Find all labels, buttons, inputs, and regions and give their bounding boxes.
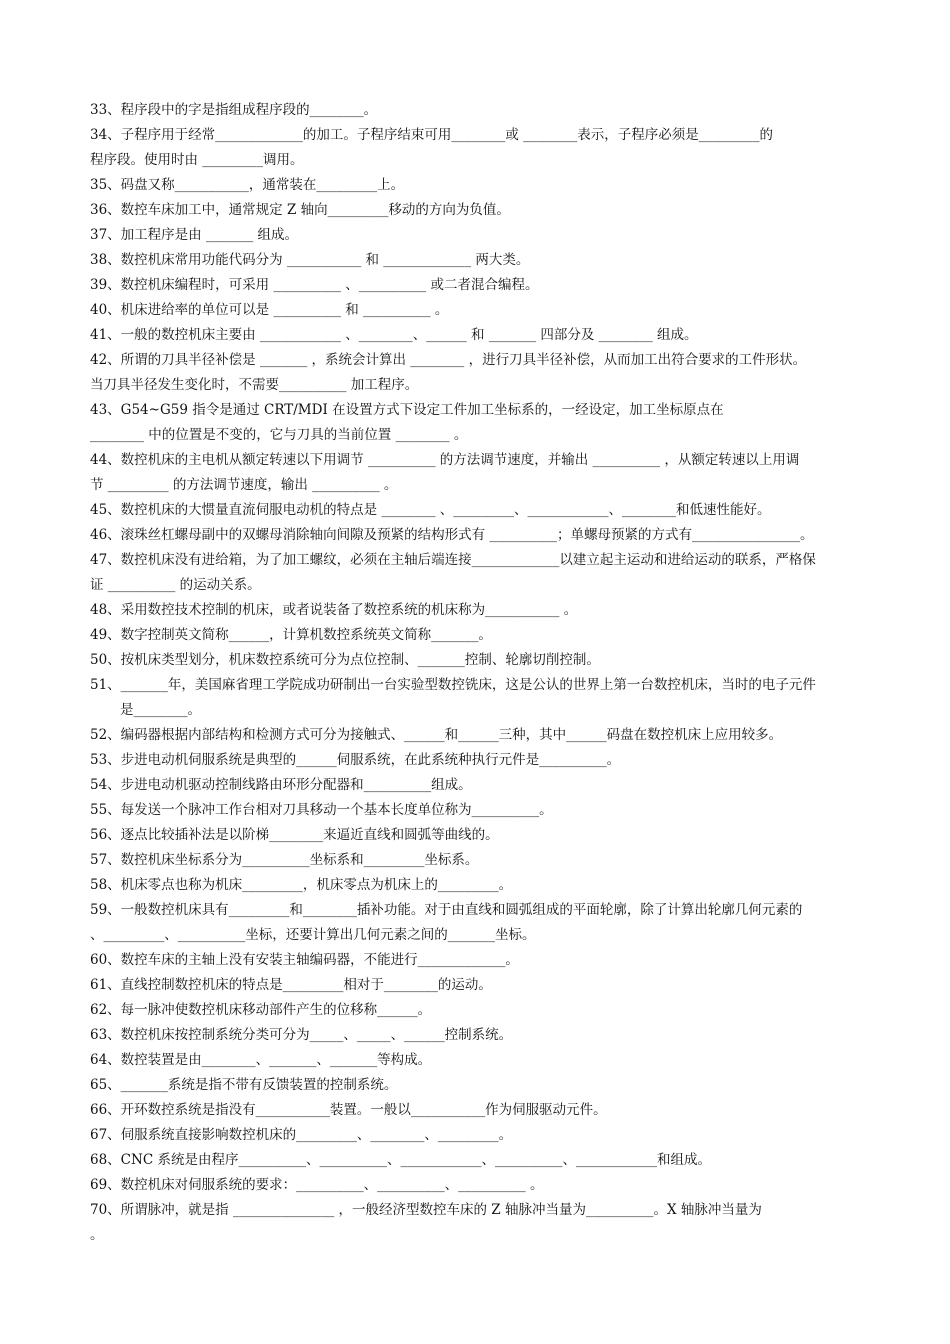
question-line: 52、编码器根据内部结构和检测方式可分为接触式、______和______三种，其中______码盘在数控机床上应用较多。 xyxy=(90,727,783,743)
question-line: 65、_______系统是指不带有反馈装置的控制系统。 xyxy=(90,1077,398,1093)
question-line: 62、每一脉冲使数控机床移动部件产生的位移称______。 xyxy=(90,1002,432,1018)
question-line: 程序段。使用时由 _________调用。 xyxy=(90,152,304,168)
question-line: 是________。 xyxy=(120,702,201,718)
question-line: 43、G54~G59 指令是通过 CRT/MDI 在设置方式下设定工件加工坐标系的，一经设定，加工坐标原点在 xyxy=(90,402,724,418)
question-line: 。 xyxy=(90,1227,104,1243)
question-line: 50、按机床类型划分，机床数控系统可分为点位控制、_______控制、轮廓切削控制。 xyxy=(90,652,600,668)
question-line: 35、码盘又称___________，通常装在_________上。 xyxy=(90,177,405,193)
question-line: 57、数控机床坐标系分为__________坐标系和_________坐标系。 xyxy=(90,852,479,868)
question-line: 42、所谓的刀具半径补偿是 _______ ，系统会计算出 ________ ，进行刀具半径补偿，从而加工出符合要求的工件形状。 xyxy=(90,352,807,368)
question-line: 39、数控机床编程时，可采用 __________ 、__________ 或二者混合编程。 xyxy=(90,277,539,293)
question-line: 38、数控机床常用功能代码分为 ___________ 和 _____________ 两大类。 xyxy=(90,252,530,268)
question-line: 64、数控装置是由________、_______、_______等构成。 xyxy=(90,1052,432,1068)
question-line: 46、滚珠丝杠螺母副中的双螺母消除轴向间隙及预紧的结构形式有 __________；单螺母预紧的方式有________________。 xyxy=(90,527,814,543)
question-line: 45、数控机床的大惯量直流伺服电动机的特点是 ________ 、_________、____________、________和低速性能好。 xyxy=(90,502,771,518)
question-line: 67、伺服系统直接影响数控机床的_________、________、_________。 xyxy=(90,1127,513,1143)
question-line: 40、机床进给率的单位可以是 __________ 和 __________ 。 xyxy=(90,302,449,318)
question-list xyxy=(90,98,865,1248)
question-line: 37、加工程序是由 _______ 组成。 xyxy=(90,227,299,243)
question-line: 58、机床零点也称为机床_________，机床零点为机床上的_________。 xyxy=(90,877,513,893)
question-line: 53、步进电动机伺服系统是典型的______伺服系统，在此系统种执行元件是__________。 xyxy=(90,752,621,768)
question-line: 36、数控车床加工中，通常规定 Z 轴向_________移动的方向为负值。 xyxy=(90,202,510,218)
question-line: 当刀具半径发生变化时，不需要__________ 加工程序。 xyxy=(90,377,419,393)
question-line: 63、数控机床按控制系统分类可分为_____、_____、______控制系统。 xyxy=(90,1027,513,1043)
question-line: 证 __________ 的运动关系。 xyxy=(90,577,261,593)
question-line: 、_________、__________坐标，还要计算出几何元素之间的_______坐标。 xyxy=(90,927,536,943)
question-line: 69、数控机床对伺服系统的要求：__________、__________、__________ 。 xyxy=(90,1177,544,1193)
question-line: 47、数控机床没有进给箱，为了加工螺纹，必须在主轴后端连接_____________以建立起主运动和进给运动的联系，严格保 xyxy=(90,552,816,568)
question-line: 56、逐点比较插补法是以阶梯________来逼近直线和圆弧等曲线的。 xyxy=(90,827,499,843)
question-line: 49、数字控制英文简称______，计算机数控系统英文简称_______。 xyxy=(90,627,492,643)
question-line: 68、CNC 系统是由程序__________、__________、____________、__________、____________和组成。 xyxy=(90,1152,711,1168)
question-line: 54、步进电动机驱动控制线路由环形分配器和__________组成。 xyxy=(90,777,472,793)
question-line: 33、程序段中的字是指组成程序段的________。 xyxy=(90,102,378,118)
question-line: 70、所谓脉冲，就是指 _______________ ，一般经济型数控车床的 Z 轴脉冲当量为__________。X 轴脉冲当量为 xyxy=(90,1202,762,1218)
question-line: 60、数控车床的主轴上没有安装主轴编码器，不能进行_____________。 xyxy=(90,952,519,968)
question-line: 48、采用数控技术控制的机床，或者说装备了数控系统的机床称为___________ 。 xyxy=(90,602,578,618)
question-line: 55、每发送一个脉冲工作台相对刀具移动一个基本长度单位称为__________。 xyxy=(90,802,553,818)
question-line: 51、_______年，美国麻省理工学院成功研制出一台实验型数控铣床，这是公认的世界上第一台数控机床，当时的电子元件 xyxy=(90,677,816,693)
question-line: ________ 中的位置是不变的，它与刀具的当前位置 ________ 。 xyxy=(90,427,468,443)
question-line: 66、开环数控系统是指没有___________装置。一般以___________作为伺服驱动元件。 xyxy=(90,1102,607,1118)
question-line: 34、子程序用于经常_____________的加工。子程序结束可用________或 ________表示，子程序必须是_________的 xyxy=(90,127,773,143)
question-line: 节 _________ 的方法调节速度，输出 __________ 。 xyxy=(90,477,398,493)
question-line: 61、直线控制数控机床的特点是_________相对于________的运动。 xyxy=(90,977,492,993)
question-line: 44、数控机床的主电机从额定转速以下用调节 __________ 的方法调节速度，并输出 __________ ，从额定转速以上用调 xyxy=(90,452,800,468)
question-line: 41、一般的数控机床主要由 ____________ 、________、______ 和 _______ 四部分及 ________ 组成。 xyxy=(90,327,698,343)
question-line: 59、一般数控机床具有_________和________插补功能。对于由直线和圆弧组成的平面轮廓，除了计算出轮廓几何元素的 xyxy=(90,902,803,918)
